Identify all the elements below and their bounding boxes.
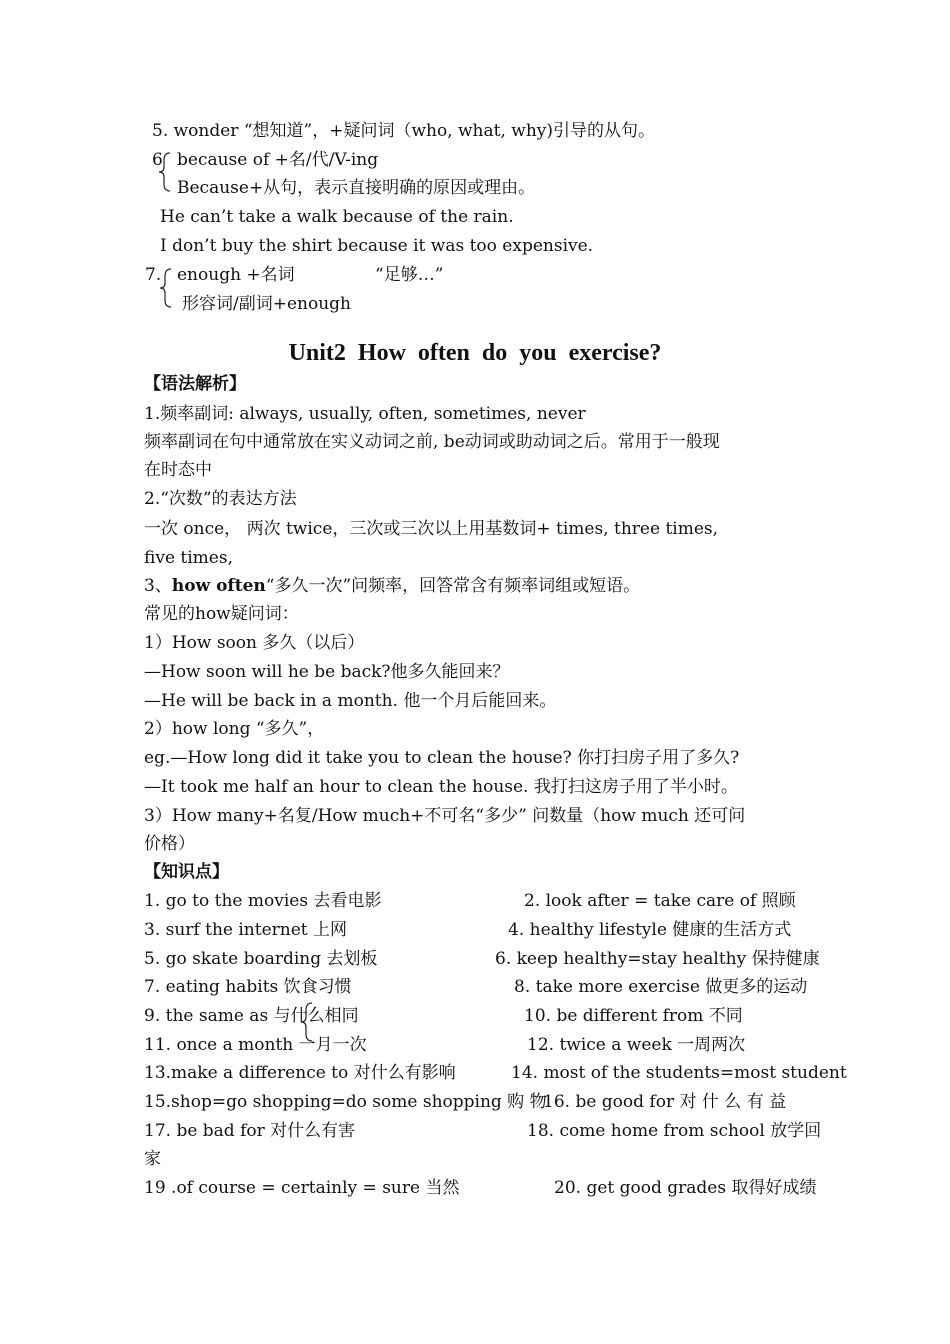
knowledge-item: 8. take more exercise 做更多的运动 bbox=[514, 977, 808, 997]
grammar-heading: 【语法解析】 bbox=[144, 374, 246, 394]
grammar-p12: —It took me half an hour to clean the house. 我打扫这房子用了半小时。 bbox=[144, 777, 738, 797]
grammar-p9: —He will be back in a month. 他一个月后能回来。 bbox=[144, 691, 557, 711]
knowledge-item: 12. twice a week 一周两次 bbox=[527, 1035, 746, 1055]
grammar-p5-prefix: 3、 bbox=[144, 576, 172, 596]
grammar-p4a: 一次 once， 两次 twice，三次或三次以上用基数词+ times, three times, bbox=[144, 519, 719, 539]
note-7a: enough +名词 bbox=[177, 265, 295, 285]
knowledge-item: 16. be good for 对 什 么 有 益 bbox=[543, 1092, 787, 1112]
grammar-p2b: 在时态中 bbox=[144, 460, 212, 480]
knowledge-item: 2. look after = take care of 照顾 bbox=[524, 891, 796, 911]
knowledge-heading: 【知识点】 bbox=[144, 862, 229, 882]
knowledge-item: 3. surf the internet 上网 bbox=[144, 920, 348, 940]
note-6a: because of +名/代/V-ing bbox=[177, 150, 379, 170]
knowledge-item: 家 bbox=[144, 1149, 161, 1169]
note-6-number: 6 bbox=[152, 150, 163, 170]
brace-6 bbox=[156, 150, 174, 194]
knowledge-item: 1. go to the movies 去看电影 bbox=[144, 891, 382, 911]
grammar-p2a: 频率副词在句中通常放在实义动词之前, be动词或助动词之后。常用于一般现 bbox=[144, 432, 720, 452]
note-7-number: 7. bbox=[145, 265, 162, 285]
knowledge-item: 15.shop=go shopping=do some shopping 购 物 bbox=[144, 1092, 547, 1112]
knowledge-item: 19 .of course = certainly = sure 当然 bbox=[144, 1178, 460, 1198]
grammar-p6: 常见的how疑问词： bbox=[144, 604, 299, 624]
knowledge-item: 20. get good grades 取得好成绩 bbox=[554, 1178, 817, 1198]
example-1: He can’t take a walk because of the rain. bbox=[160, 207, 514, 227]
grammar-p7: 1）How soon 多久（以后） bbox=[144, 633, 365, 653]
grammar-p4b: five times, bbox=[144, 548, 233, 568]
example-2: I don’t buy the shirt because it was too expensive. bbox=[160, 236, 594, 256]
note-7b: 形容词/副词+enough bbox=[182, 294, 351, 314]
knowledge-item: 6. keep healthy=stay healthy 保持健康 bbox=[495, 949, 820, 969]
grammar-p5-keyword: how often bbox=[171, 576, 266, 596]
knowledge-item: 13.make a difference to 对什么有影响 bbox=[144, 1063, 456, 1083]
knowledge-item: 17. be bad for 对什么有害 bbox=[144, 1121, 356, 1141]
note-5: 5. wonder “想知道”，+疑问词（who, what, why)引导的从句。 bbox=[152, 121, 656, 141]
grammar-p13a: 3）How many+名复/How much+不可名“多少” 问数量（how much 还可问 bbox=[144, 806, 746, 826]
knowledge-item: 4. healthy lifestyle 健康的生活方式 bbox=[508, 920, 792, 940]
knowledge-item: 9. the same as 与什么相同 bbox=[144, 1006, 359, 1026]
knowledge-item: 14. most of the students=most student bbox=[511, 1063, 847, 1083]
grammar-p10: 2）how long “多久”， bbox=[144, 719, 325, 739]
note-7a-meaning: “足够…” bbox=[375, 265, 444, 285]
note-6b: Because+从句，表示直接明确的原因或理由。 bbox=[177, 178, 536, 198]
brace-7 bbox=[157, 266, 175, 310]
grammar-p11: eg.—How long did it take you to clean the house? 你打扫房子用了多久? bbox=[144, 748, 740, 768]
grammar-p5-rest: “多久一次”问频率，回答常含有频率词组或短语。 bbox=[265, 576, 641, 596]
grammar-p3: 2.“次数”的表达方法 bbox=[144, 489, 297, 509]
grammar-p8: —How soon will he be back?他多久能回来？ bbox=[144, 662, 510, 682]
knowledge-item: 7. eating habits 饮食习惯 bbox=[144, 977, 352, 997]
knowledge-item: 11. once a month 一月一次 bbox=[144, 1035, 367, 1055]
grammar-p1: 1.频率副词: always, usually, often, sometimes, never bbox=[144, 404, 586, 424]
knowledge-item: 5. go skate boarding 去划板 bbox=[144, 949, 378, 969]
knowledge-item: 10. be different from 不同 bbox=[524, 1006, 743, 1026]
grammar-p5 bbox=[144, 575, 640, 597]
unit-title: Unit2 How often do you exercise? bbox=[288, 340, 662, 366]
knowledge-item: 18. come home from school 放学回 bbox=[527, 1121, 822, 1141]
grammar-p13b: 价格） bbox=[144, 834, 195, 854]
